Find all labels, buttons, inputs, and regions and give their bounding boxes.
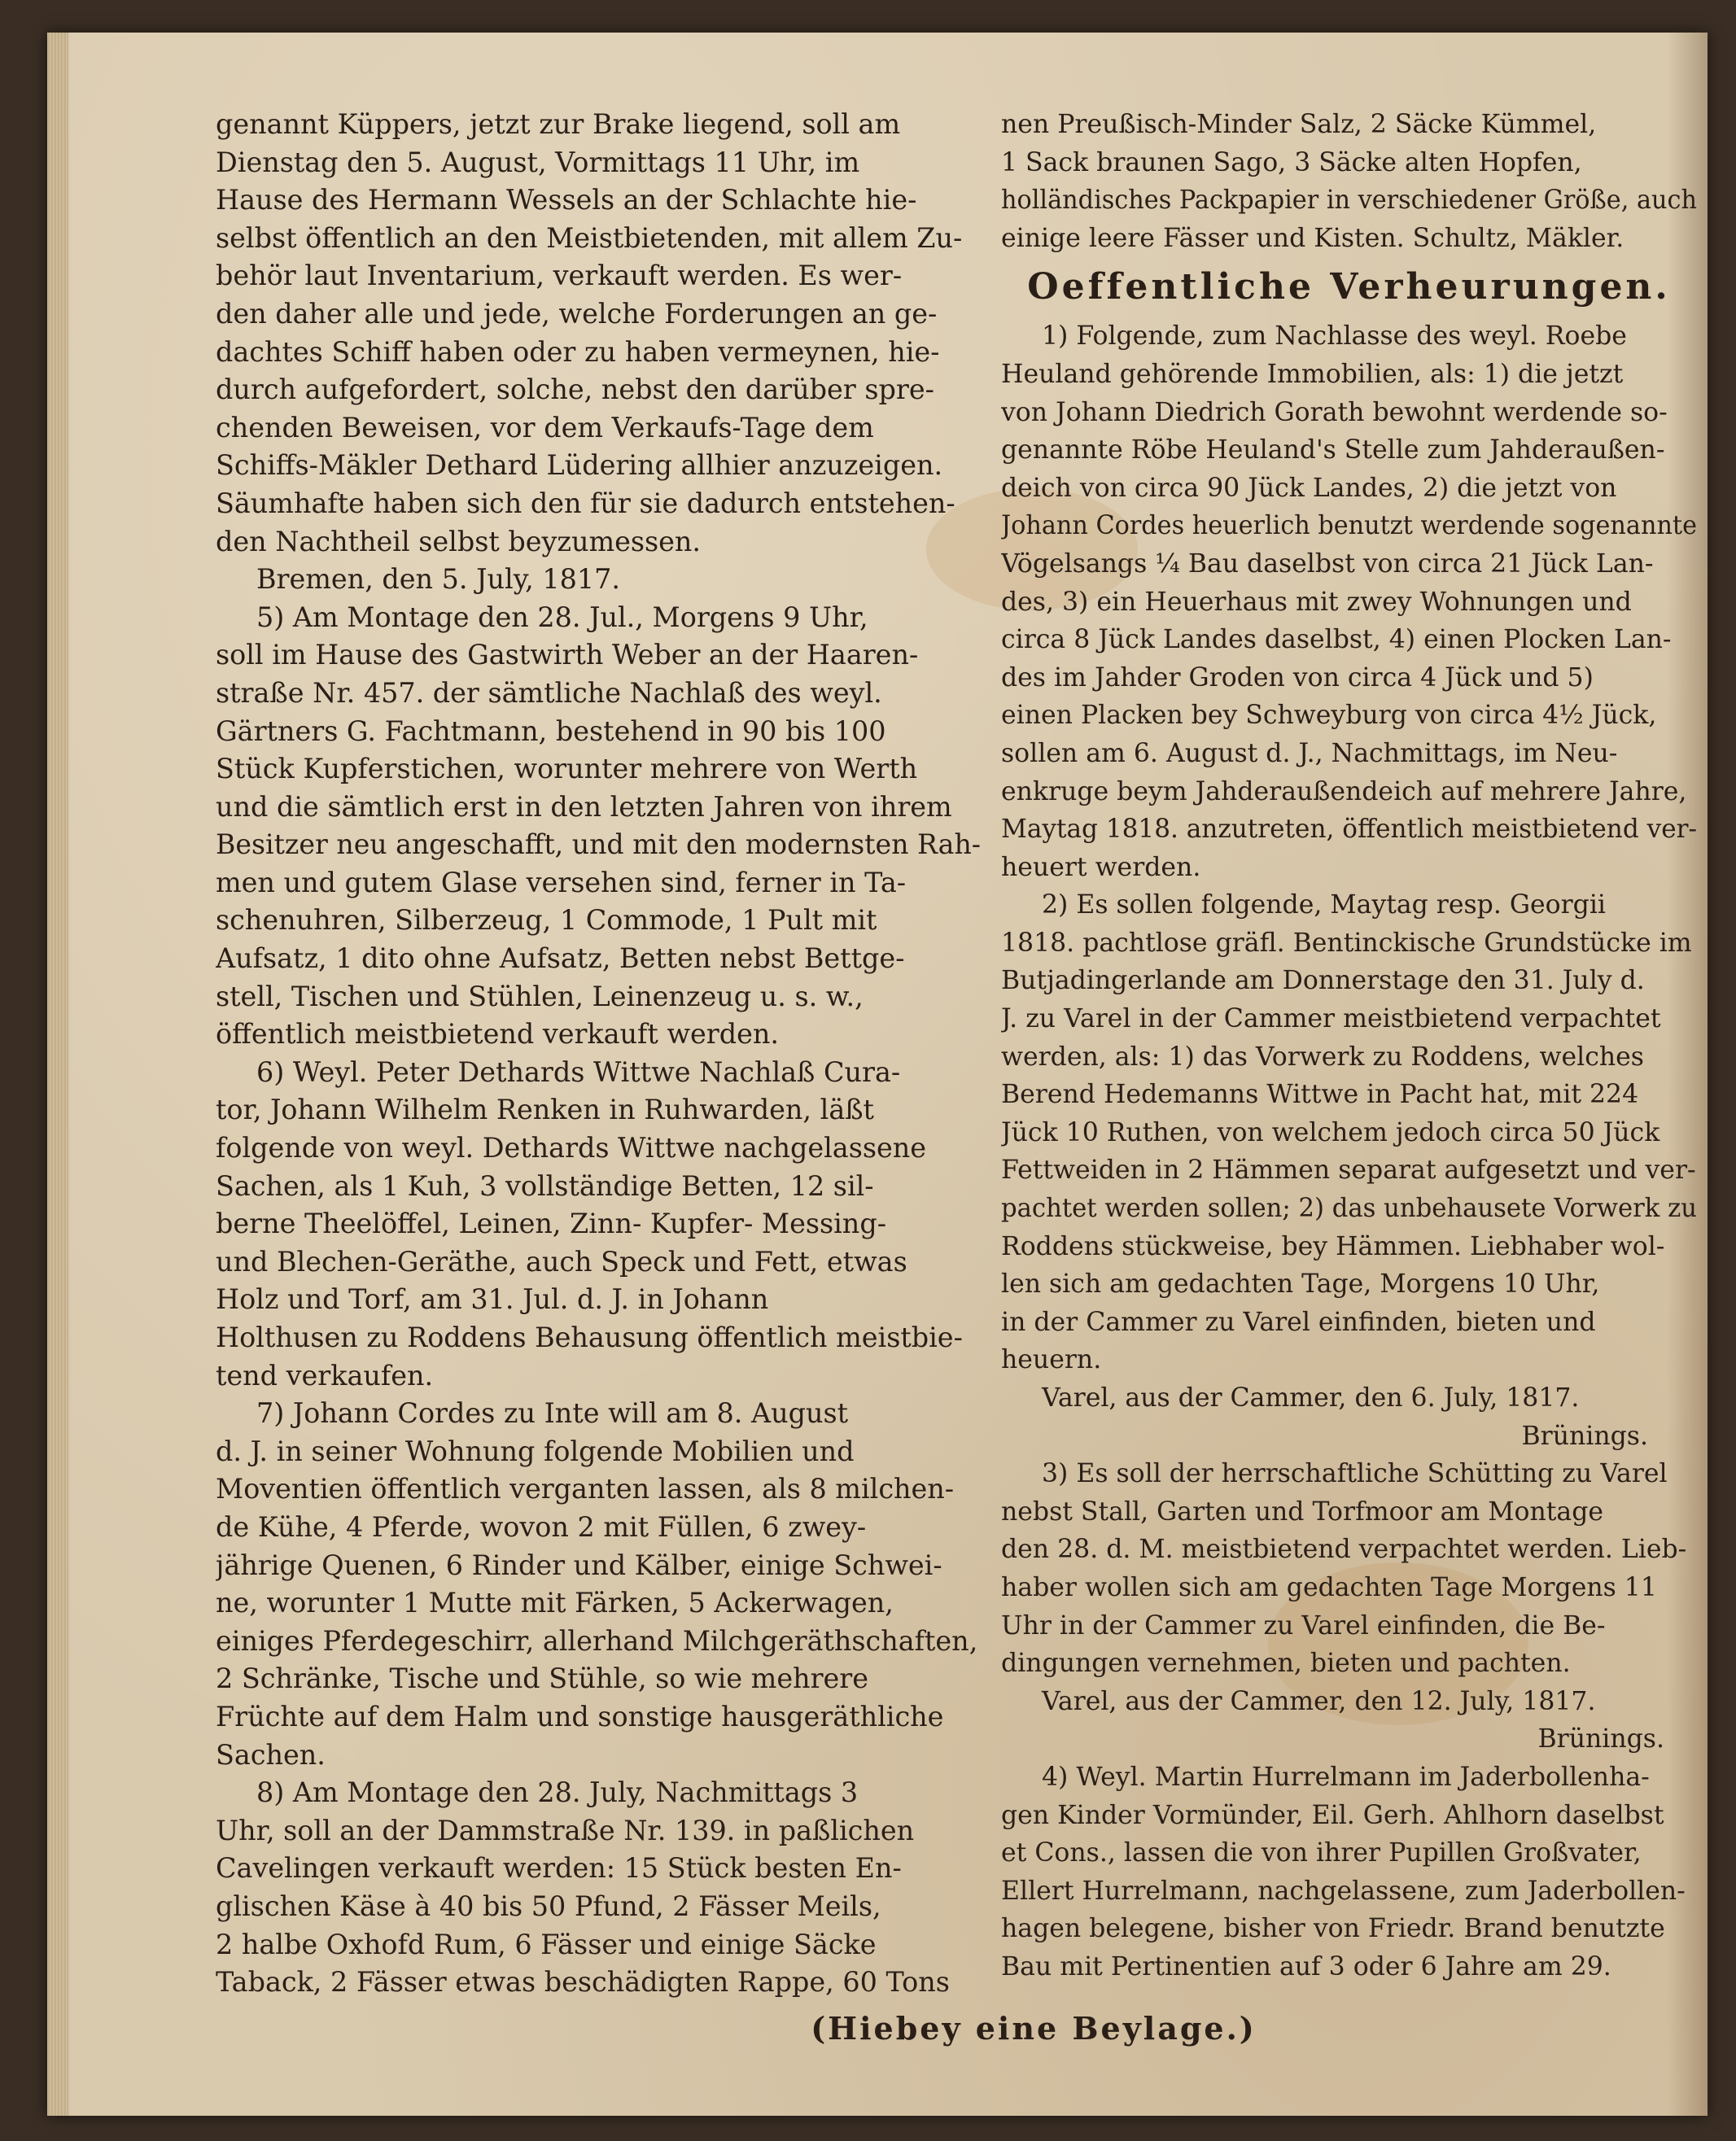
- text-line: 2 halbe Oxhofd Rum, 6 Fässer und einige Säcke: [216, 1928, 877, 1960]
- text-line: folgende von weyl. Dethards Wittwe nachgelassene: [216, 1132, 927, 1164]
- text-line: 1818. pachtlose gräfl. Bentinckische Grundstücke im: [1001, 928, 1692, 958]
- text-line: Schiffs-Mäkler Dethard Lüdering allhier anzuzeigen.: [216, 449, 943, 482]
- text-line: Hause des Hermann Wessels an der Schlachte hie-: [216, 184, 917, 216]
- text-line: tend verkaufen.: [216, 1359, 434, 1392]
- text-line: Moventien öffentlich verganten lassen, als 8 milchen-: [216, 1473, 955, 1505]
- signature: Brünings.: [1537, 1724, 1664, 1754]
- text-line: enkruge beym Jahderaußendeich auf mehrere Jahre,: [1001, 776, 1687, 806]
- text-line: ne, worunter 1 Mutte mit Färken, 5 Ackerwagen,: [216, 1587, 894, 1619]
- text-line: pachtet werden sollen; 2) das unbehausete Vorwerk zu: [1001, 1194, 1697, 1224]
- text-line: Butjadingerlande am Donnerstage den 31. July d.: [1001, 966, 1645, 996]
- text-line: des im Jahder Groden von circa 4 Jück und 5): [1001, 662, 1594, 693]
- text-line: J. zu Varel in der Cammer meistbietend verpachtet: [1001, 1004, 1661, 1034]
- text-line: Früchte auf dem Halm und sonstige hausgeräthliche: [216, 1700, 944, 1732]
- text-line: Taback, 2 Fässer etwas beschädigten Rappe, 60 Tons: [216, 1966, 950, 1999]
- text-line: 2 Schränke, Tische und Stühle, so wie mehrere: [216, 1663, 869, 1695]
- text-line: holländisches Packpapier in verschiedener Größe, auch: [1001, 186, 1697, 216]
- text-line: Uhr in der Cammer zu Varel einfinden, die Be-: [1001, 1610, 1606, 1641]
- text-line: und die sämtlich erst in den letzten Jahren von ihrem: [216, 790, 952, 823]
- text-line: Ellert Hurrelmann, nachgelassene, zum Jaderbollen-: [1001, 1876, 1686, 1906]
- text-line: Jück 10 Ruthen, von welchem jedoch circa 50 Jück: [1001, 1117, 1660, 1147]
- text-line: et Cons., lassen die von ihrer Pupillen Großvater,: [1001, 1838, 1642, 1868]
- text-line: 5) Am Montage den 28. Jul., Morgens 9 Uhr,: [256, 601, 868, 633]
- text-line: Johann Cordes heuerlich benutzt werdende sogenannte: [1001, 511, 1697, 541]
- text-line: men und gutem Glase versehen sind, ferner in Ta-: [216, 866, 907, 898]
- text-line: schenuhren, Silberzeug, 1 Commode, 1 Pult mit: [216, 904, 877, 937]
- text-line: einen Placken bey Schweyburg von circa 4½ Jück,: [1001, 701, 1657, 731]
- text-line: Varel, aus der Cammer, den 12. July, 1817.: [1042, 1686, 1596, 1716]
- text-line: stell, Tischen und Stühlen, Leinenzeug u. s. w.,: [216, 980, 864, 1012]
- text-line: Bau mit Pertinentien auf 3 oder 6 Jahre am 29.: [1001, 1951, 1611, 1982]
- text-line: Varel, aus der Cammer, den 6. July, 1817.: [1042, 1383, 1580, 1413]
- text-line: de Kühe, 4 Pferde, wovon 2 mit Füllen, 6 zwey-: [216, 1510, 867, 1543]
- page-spine: [47, 33, 68, 2116]
- text-line: genannte Röbe Heuland's Stelle zum Jahderaußen-: [1001, 435, 1665, 465]
- text-line: behör laut Inventarium, verkauft werden. Es wer-: [216, 260, 903, 292]
- text-line: Roddens stückweise, bey Hämmen. Liebhaber wol-: [1001, 1231, 1665, 1261]
- text-line: den 28. d. M. meistbietend verpachtet werden. Lieb-: [1001, 1535, 1687, 1565]
- text-line: 1 Sack braunen Sago, 3 Säcke alten Hopfen,: [1001, 147, 1582, 177]
- text-line: Sachen.: [216, 1738, 326, 1771]
- page-footer-note: (Hiebey eine Beylage.): [811, 2010, 1257, 2047]
- text-line: Heuland gehörende Immobilien, als: 1) die jetzt: [1001, 359, 1624, 389]
- text-line: heuert werden.: [1001, 852, 1201, 882]
- text-line: nen Preußisch-Minder Salz, 2 Säcke Kümmel,: [1001, 110, 1597, 139]
- text-line: werden, als: 1) das Vorwerk zu Roddens, welches: [1001, 1042, 1644, 1072]
- text-line: Holz und Torf, am 31. Jul. d. J. in Johann: [216, 1283, 769, 1316]
- text-line: Stück Kupferstichen, worunter mehrere von Werth: [216, 753, 918, 785]
- text-line: d. J. in seiner Wohnung folgende Mobilien und: [216, 1435, 855, 1467]
- text-line: 1) Folgende, zum Nachlasse des weyl. Roebe: [1042, 321, 1627, 352]
- text-line: len sich am gedachten Tage, Morgens 10 Uhr,: [1001, 1269, 1600, 1300]
- text-line: haber wollen sich am gedachten Tage Morgens 11: [1001, 1572, 1657, 1602]
- text-line: Berend Hedemanns Wittwe in Pacht hat, mit 224: [1001, 1080, 1639, 1110]
- text-line: Fettweiden in 2 Hämmen separat aufgesetzt und ver-: [1001, 1156, 1696, 1186]
- text-line: einige leere Fässer und Kisten. Schultz, Mäkler.: [1001, 223, 1624, 253]
- text-line: Bremen, den 5. July, 1817.: [256, 563, 620, 596]
- text-line: Maytag 1818. anzutreten, öffentlich meistbietend ver-: [1001, 815, 1697, 845]
- section-heading: Oeffentliche Verheurungen.: [1027, 266, 1671, 308]
- text-line: soll im Hause des Gastwirth Weber an der Haaren-: [216, 639, 919, 671]
- text-line: genannt Küppers, jetzt zur Brake liegend, soll am: [216, 108, 901, 140]
- text-line: und Blechen-Geräthe, auch Speck und Fett, etwas: [216, 1245, 907, 1278]
- text-line: Holthusen zu Roddens Behausung öffentlich meistbie-: [216, 1322, 963, 1353]
- text-line: glischen Käse à 40 bis 50 Pfund, 2 Fässer Meils,: [216, 1890, 881, 1922]
- text-line: selbst öffentlich an den Meistbietenden, mit allem Zu-: [216, 221, 963, 254]
- text-line: Cavelingen verkauft werden: 15 Stück besten En-: [216, 1852, 902, 1885]
- left-column: [216, 106, 981, 2002]
- text-line: Uhr, soll an der Dammstraße Nr. 139. in paßlichen: [216, 1814, 915, 1846]
- text-line: chenden Beweisen, vor dem Verkaufs-Tage dem: [216, 411, 874, 443]
- text-line: deich von circa 90 Jück Landes, 2) die jetzt von: [1001, 473, 1617, 503]
- text-line: sollen am 6. August d. J., Nachmittags, im Neu-: [1001, 738, 1618, 768]
- text-line: nebst Stall, Garten und Torfmoor am Montage: [1001, 1497, 1604, 1527]
- text-line: 2) Es sollen folgende, Maytag resp. Georgii: [1042, 890, 1606, 920]
- text-line: den daher alle und jede, welche Forderungen an ge-: [216, 297, 938, 330]
- text-line: Besitzer neu angeschafft, und mit den modernsten Rah-: [216, 828, 981, 861]
- text-line: von Johann Diedrich Gorath bewohnt werdende so-: [1001, 397, 1668, 427]
- text-line: in der Cammer zu Varel einfinden, bieten und: [1001, 1307, 1596, 1337]
- text-line: hagen belegene, bisher von Friedr. Brand benutzte: [1001, 1914, 1665, 1944]
- text-line: Gärtners G. Fachtmann, bestehend in 90 bis 100: [216, 714, 886, 747]
- text-line: Sachen, als 1 Kuh, 3 vollständige Betten, 12 sil-: [216, 1169, 874, 1202]
- text-line: 4) Weyl. Martin Hurrelmann im Jaderbollenha-: [1042, 1762, 1650, 1792]
- text-line: Dienstag den 5. August, Vormittags 11 Uhr, im: [216, 146, 860, 178]
- text-line: 6) Weyl. Peter Dethards Wittwe Nachlaß Cura-: [256, 1055, 901, 1088]
- text-line: tor, Johann Wilhelm Renken in Ruhwarden, läßt: [216, 1094, 874, 1126]
- right-column: [1001, 106, 1697, 1986]
- text-line: dachtes Schiff haben oder zu haben vermeynen, hie-: [216, 335, 940, 368]
- text-line: straße Nr. 457. der sämtliche Nachlaß des weyl.: [216, 676, 882, 709]
- text-line: einiges Pferdegeschirr, allerhand Milchgeräthschaften,: [216, 1624, 978, 1657]
- text-line: Vögelsangs ¼ Bau daselbst von circa 21 Jück Lan-: [1001, 548, 1654, 579]
- text-line: 8) Am Montage den 28. July, Nachmittags 3: [256, 1776, 859, 1809]
- text-line: Aufsatz, 1 dito ohne Aufsatz, Betten nebst Bettge-: [216, 942, 905, 975]
- text-line: 7) Johann Cordes zu Inte will am 8. August: [256, 1397, 849, 1430]
- text-line: berne Theelöffel, Leinen, Zinn- Kupfer- Messing-: [216, 1208, 886, 1240]
- text-line: circa 8 Jück Landes daselbst, 4) einen Plocken Lan-: [1001, 625, 1672, 655]
- text-line: den Nachtheil selbst beyzumessen.: [216, 525, 702, 557]
- text-line: heuern.: [1001, 1345, 1102, 1375]
- text-line: dingungen vernehmen, bieten und pachten.: [1001, 1649, 1571, 1679]
- text-line: durch aufgefordert, solche, nebst den darüber spre-: [216, 374, 934, 406]
- text-line: öffentlich meistbietend verkauft werden.: [216, 1018, 780, 1051]
- text-line: Säumhafte haben sich den für sie dadurch entstehen-: [216, 487, 955, 519]
- text-line: des, 3) ein Heuerhaus mit zwey Wohnungen und: [1001, 587, 1632, 617]
- text-line: 3) Es soll der herrschaftliche Schütting zu Varel: [1042, 1459, 1668, 1489]
- signature: Brünings.: [1521, 1421, 1648, 1451]
- text-line: jährige Quenen, 6 Rinder und Kälber, einige Schwei-: [216, 1549, 942, 1581]
- text-line: gen Kinder Vormünder, Eil. Gerh. Ahlhorn daselbst: [1001, 1800, 1664, 1830]
